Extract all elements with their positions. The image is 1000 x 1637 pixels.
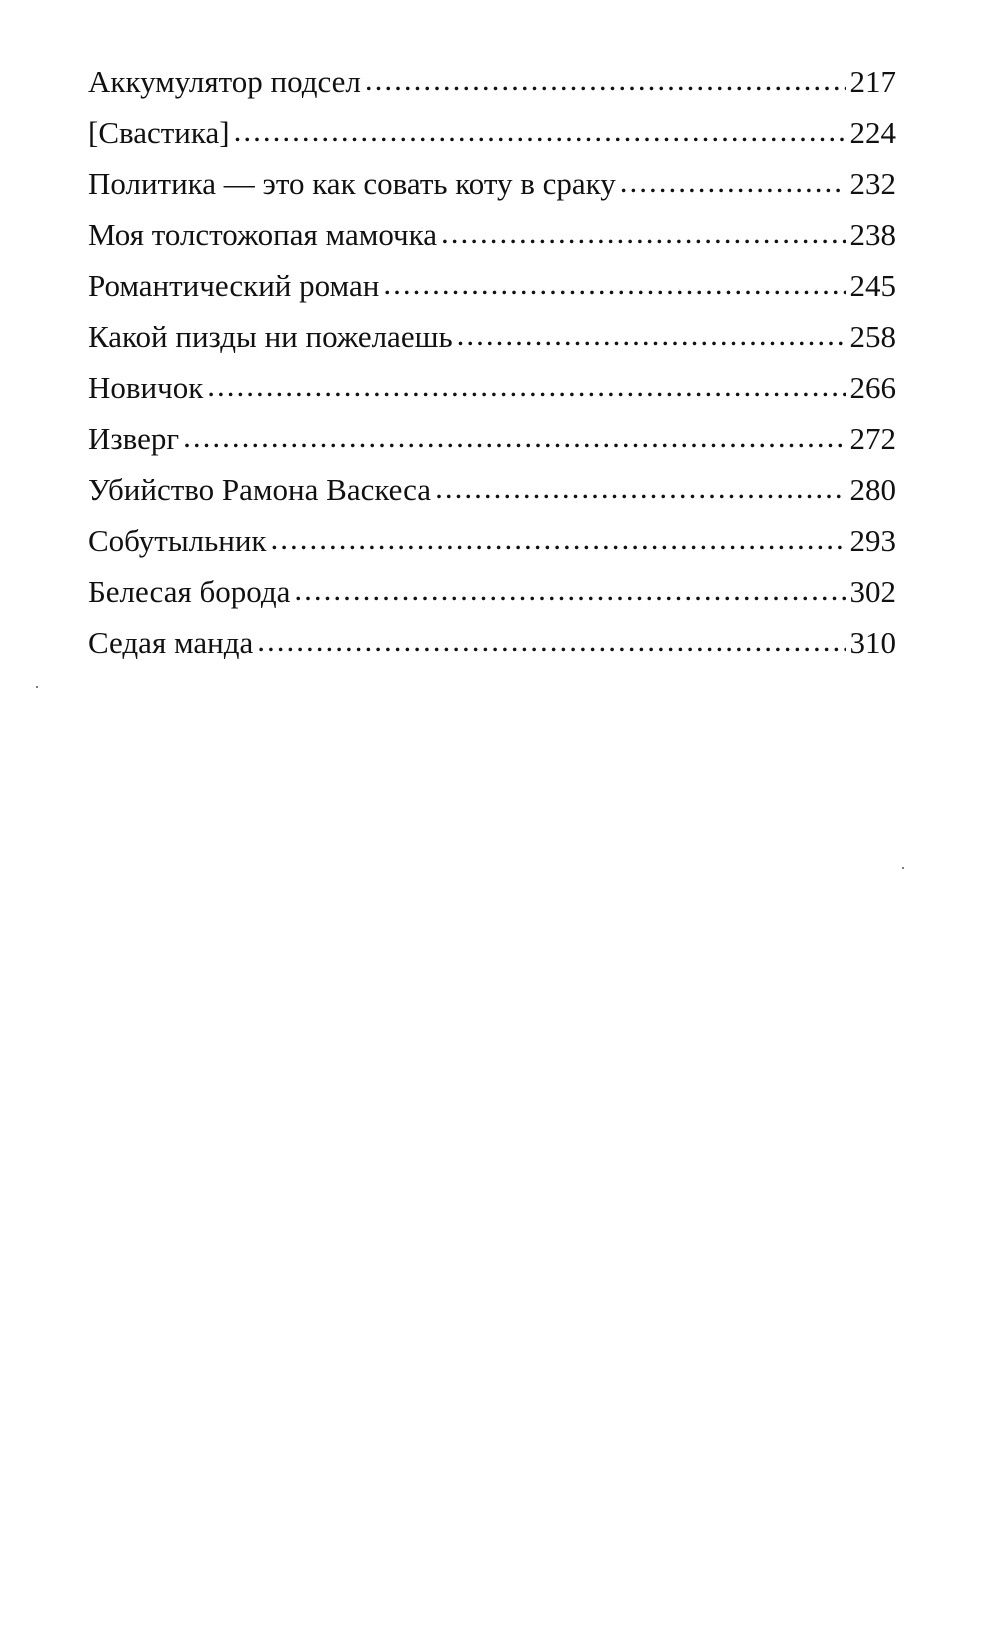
toc-entry-page-number: 224 xyxy=(849,115,896,150)
toc-entry xyxy=(88,464,896,515)
dot-leader xyxy=(441,207,846,258)
scan-speck xyxy=(902,867,904,869)
toc-entry-title: Аккумулятор подсел xyxy=(88,64,361,99)
dot-leader xyxy=(365,54,846,105)
toc-entry-page-number: 310 xyxy=(849,625,896,660)
toc-entry-page-number: 258 xyxy=(849,319,896,354)
toc-entry xyxy=(88,617,896,668)
toc-entry-page-number: 293 xyxy=(849,523,896,558)
toc-entry xyxy=(88,107,896,158)
toc-entry-page-number: 217 xyxy=(849,64,896,99)
dot-leader xyxy=(383,258,845,309)
toc-entry-title: Моя толстожопая мамочка xyxy=(88,217,437,252)
toc-entry xyxy=(88,311,896,362)
toc-entry-title: Убийство Рамона Васкеса xyxy=(88,472,432,507)
toc-entry xyxy=(88,260,896,311)
toc-entry-page-number: 302 xyxy=(849,574,896,609)
toc-entry-title: Политика — это как совать коту в сраку xyxy=(88,166,616,201)
toc-entry-title: Изверг xyxy=(88,421,180,456)
toc-entry xyxy=(88,209,896,260)
scan-speck xyxy=(36,686,38,688)
toc-entry xyxy=(88,158,896,209)
toc-entry-title: Какой пизды ни пожелаешь xyxy=(88,319,453,354)
toc-entry-page-number: 280 xyxy=(849,472,896,507)
toc-entry-title: Новичок xyxy=(88,370,204,405)
dot-leader xyxy=(294,564,845,615)
dot-leader xyxy=(271,513,846,564)
toc-entry xyxy=(88,515,896,566)
dot-leader xyxy=(620,156,846,207)
table-of-contents xyxy=(88,56,896,668)
toc-entry xyxy=(88,362,896,413)
toc-entry-page-number: 232 xyxy=(849,166,896,201)
toc-entry-title: [Свастика] xyxy=(88,115,230,150)
toc-entry-title: Белесая борода xyxy=(88,574,291,609)
toc-entry-title: Седая манда xyxy=(88,625,254,660)
toc-entry xyxy=(88,56,896,107)
dot-leader xyxy=(234,105,846,156)
dot-leader xyxy=(457,309,846,360)
toc-entry xyxy=(88,566,896,617)
dot-leader xyxy=(183,411,845,462)
toc-entry-page-number: 272 xyxy=(849,421,896,456)
toc-entry-title: Романтический роман xyxy=(88,268,380,303)
toc-entry-title: Собутыльник xyxy=(88,523,267,558)
dot-leader xyxy=(207,360,845,411)
toc-entry-page-number: 245 xyxy=(849,268,896,303)
toc-entry-page-number: 266 xyxy=(849,370,896,405)
dot-leader xyxy=(435,462,845,513)
toc-entry xyxy=(88,413,896,464)
toc-entry-page-number: 238 xyxy=(849,217,896,252)
dot-leader xyxy=(257,615,845,666)
